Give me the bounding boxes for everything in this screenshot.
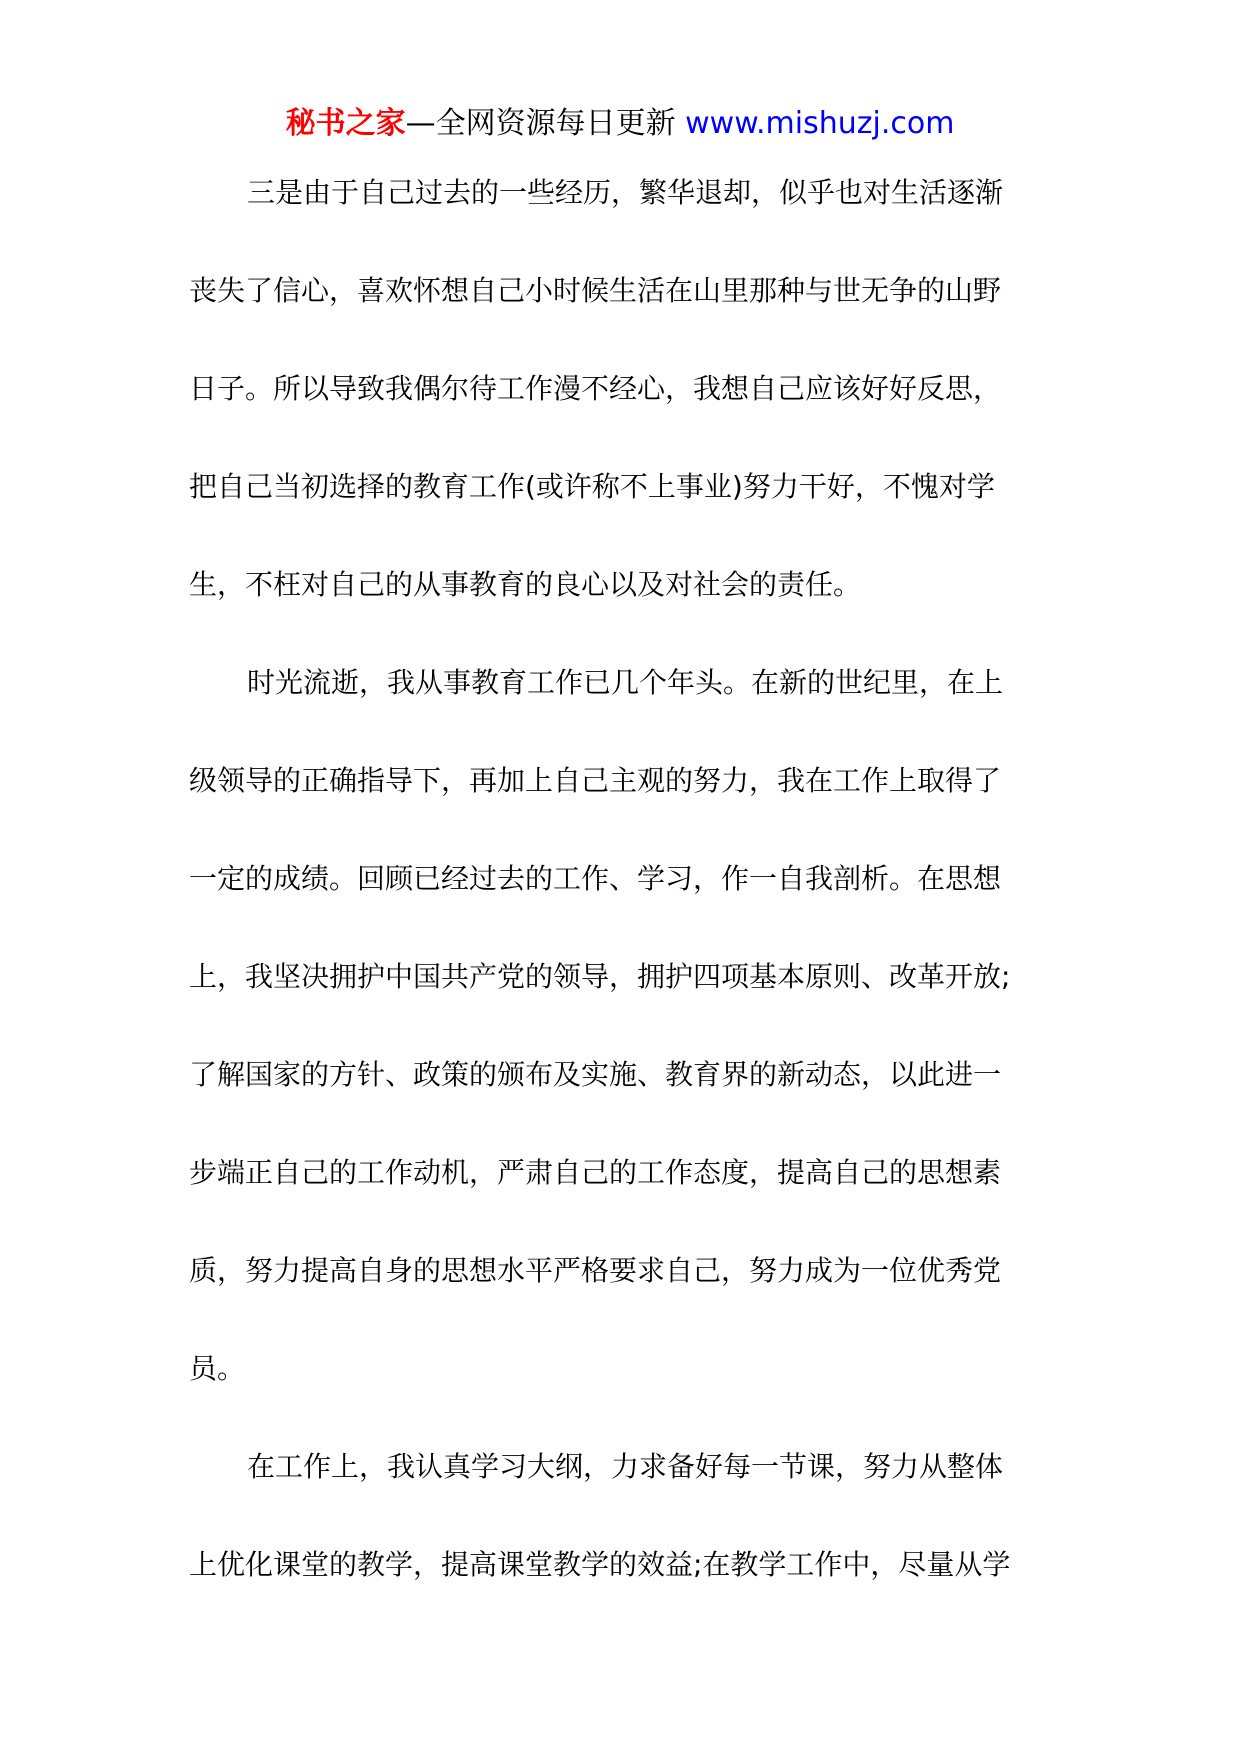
text-line: 了解国家的方针、政策的颁布及实施、教育界的新动态，以此进一	[189, 1058, 1002, 1091]
text-line: 质，努力提高自身的思想水平严格要求自己，努力成为一位优秀党	[189, 1254, 1002, 1287]
paragraph-3	[189, 1445, 1049, 1641]
header-tagline: —全网资源每日更新	[405, 106, 676, 141]
page-header	[0, 104, 1240, 144]
text-line: 三是由于自己过去的一些经历，繁华退却，似乎也对生活逐渐	[247, 176, 1004, 209]
text-line: 员。	[189, 1352, 246, 1385]
header-brand: 秘书之家	[285, 106, 406, 141]
text-line: 步端正自己的工作动机，严肃自己的工作态度，提高自己的思想素	[189, 1156, 1002, 1189]
paragraph-2	[189, 661, 1049, 1445]
document-body	[189, 171, 1049, 1641]
text-line: 在工作上，我认真学习大纲，力求备好每一节课，努力从整体	[247, 1450, 1004, 1483]
header-url-link[interactable]: www.mishuzj.com	[685, 106, 955, 141]
text-line: 日子。所以导致我偶尔待工作漫不经心，我想自己应该好好反思，	[189, 372, 1002, 405]
text-line: 一定的成绩。回顾已经过去的工作、学习，作一自我剖析。在思想	[189, 862, 1002, 895]
text-line: 级领导的正确指导下，再加上自己主观的努力，我在工作上取得了	[189, 764, 1002, 797]
text-line: 上，我坚决拥护中国共产党的领导，拥护四项基本原则、改革开放;	[189, 960, 1011, 993]
text-line: 上优化课堂的教学，提高课堂教学的效益;在教学工作中，尽量从学	[189, 1548, 1011, 1581]
text-line: 丧失了信心，喜欢怀想自己小时候生活在山里那种与世无争的山野	[189, 274, 1002, 307]
text-line: 时光流逝，我从事教育工作已几个年头。在新的世纪里，在上	[247, 666, 1004, 699]
text-line: 把自己当初选择的教育工作(或许称不上事业)努力干好，不愧对学	[189, 470, 995, 503]
paragraph-1	[189, 171, 1049, 661]
text-line: 生，不枉对自己的从事教育的良心以及对社会的责任。	[189, 568, 862, 601]
